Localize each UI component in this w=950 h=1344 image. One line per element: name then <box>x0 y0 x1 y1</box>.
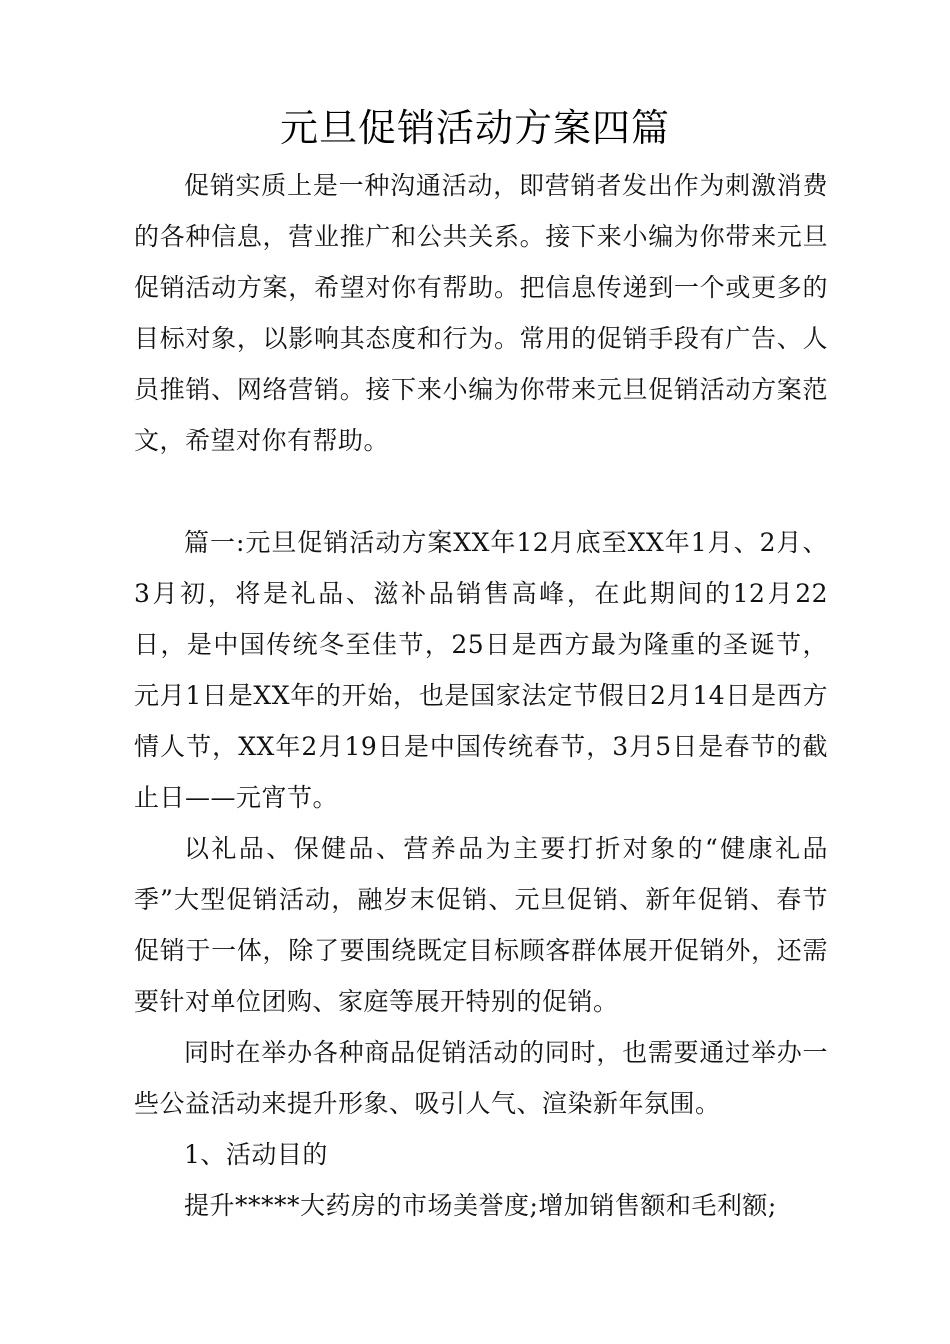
paragraph-activity-purpose: 提升*****大药房的市场美誉度;增加销售额和毛利额; <box>184 1191 777 1220</box>
paragraph-health-gift-season: 以礼品、保健品、营养品为主要打折对象的“健康礼品季”大型促销活动，融岁末促销、元旦促销、新年促销、春节促销于一体，除了要围绕既定目标顾客群体展开促销外，还需要针对单位团购、家庭等展开特别的促销。 <box>134 834 828 1016</box>
document-body <box>134 160 828 1231</box>
section-heading-activity-purpose: 1、活动目的 <box>184 1140 328 1169</box>
paragraph-part-one: 篇一:元旦促销活动方案XX年12月底至XX年1月、2月、3月初，将是礼品、滋补品销售高峰，在此期间的12月22日，是中国传统冬至佳节，25日是西方最为隆重的圣诞节，元月1日是XX年的开始，也是国家法定节假日2月14日是西方情人节，XX年2月19日是中国传统春节，3月5日是春节的截止日——元宵节。 <box>134 528 828 812</box>
paragraph-intro: 促销实质上是一种沟通活动，即营销者发出作为刺激消费的各种信息，营业推广和公共关系。接下来小编为你带来元旦促销活动方案，希望对你有帮助。把信息传递到一个或更多的目标对象，以影响其态度和行为。常用的促销手段有广告、人员推销、网络营销。接下来小编为你带来元旦促销活动方案范文，希望对你有帮助。 <box>134 171 828 455</box>
paragraph-public-welfare: 同时在举办各种商品促销活动的同时，也需要通过举办一些公益活动来提升形象、吸引人气、渲染新年氛围。 <box>134 1038 828 1118</box>
document-title: 元旦促销活动方案四篇 <box>279 106 670 150</box>
